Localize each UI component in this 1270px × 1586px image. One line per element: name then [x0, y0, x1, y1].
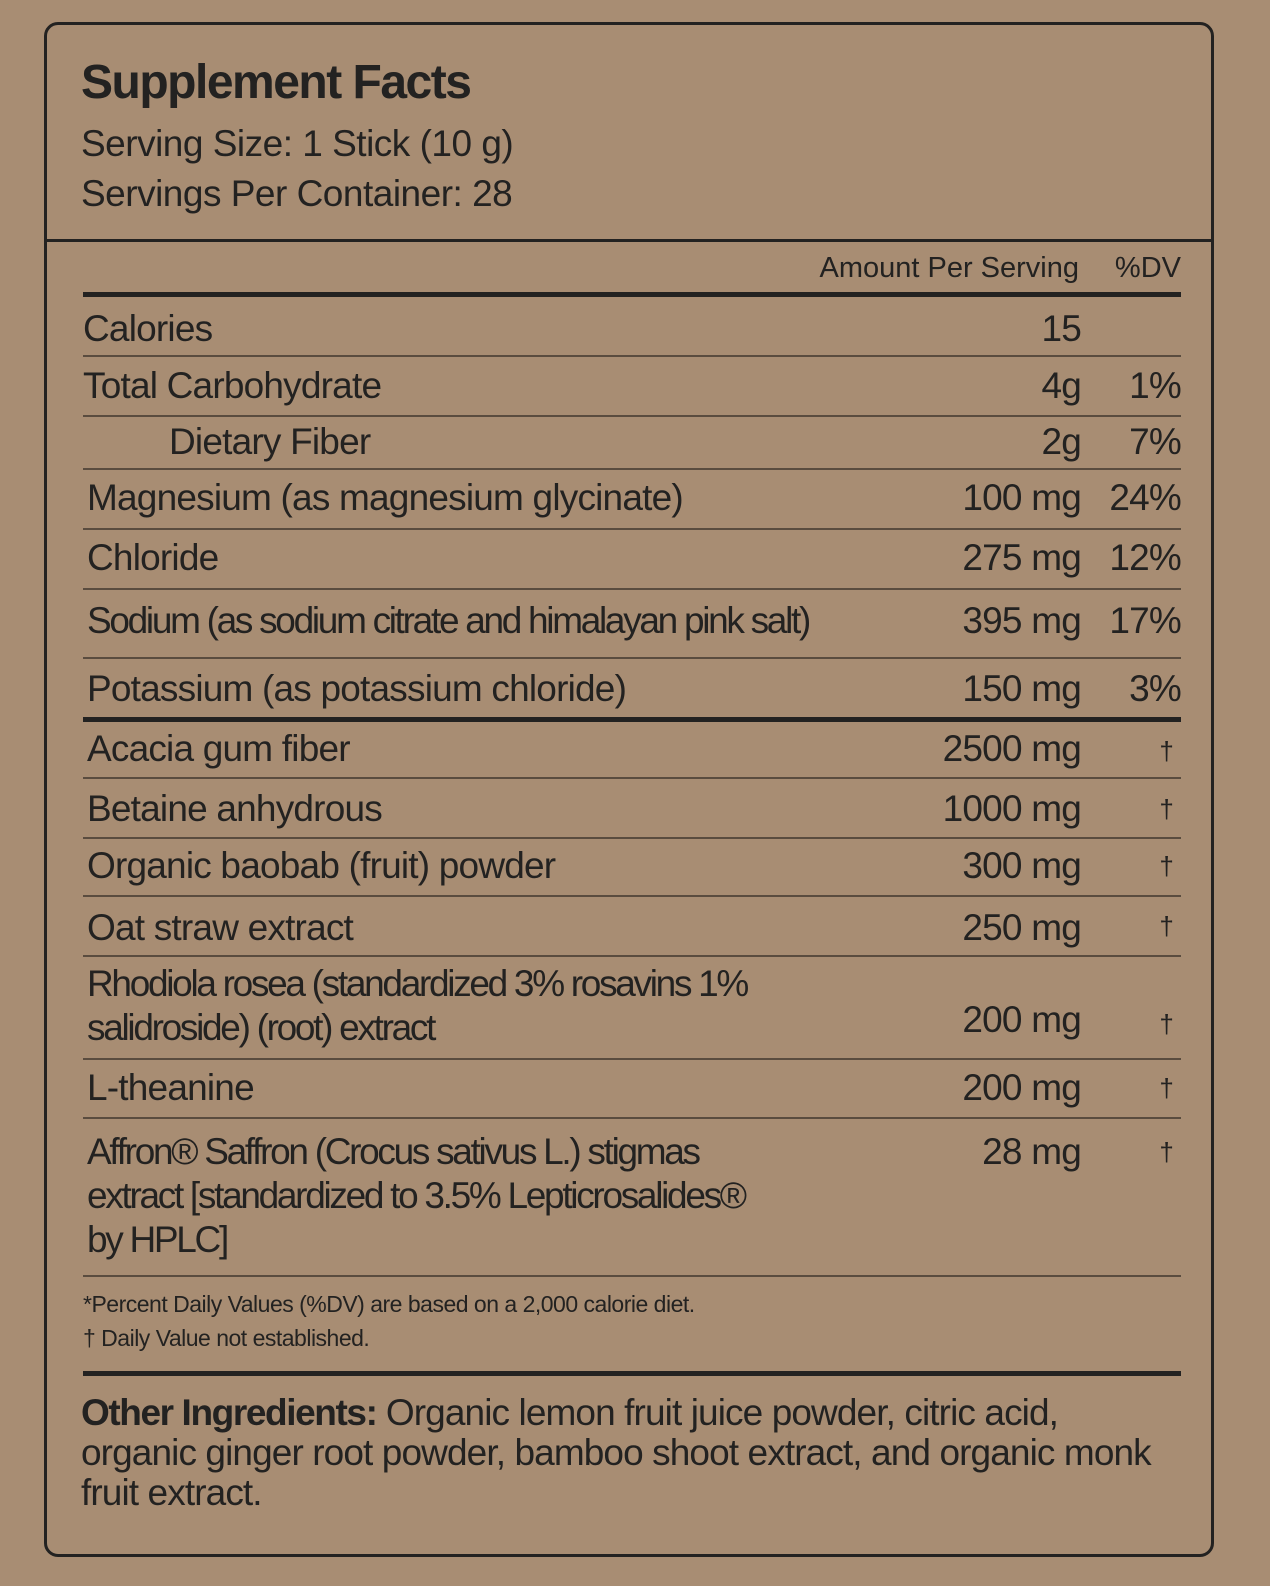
nutrient-name: Chloride	[87, 537, 219, 578]
nutrient-amount: 395 mg	[962, 600, 1081, 641]
ingredient-name-line3: by HPLC]	[87, 1219, 227, 1260]
dagger-mark: †	[1159, 1137, 1173, 1167]
divider	[83, 895, 1181, 897]
nutrient-dv: 7%	[1129, 421, 1181, 462]
ingredient-name-line1: Rhodiola rosea (standardized 3% rosavins 1%	[87, 963, 748, 1004]
divider	[83, 657, 1181, 659]
nutrient-amount: 275 mg	[962, 537, 1081, 578]
ingredient-name: Oat straw extract	[87, 907, 354, 948]
ingredient-name-line2: salidroside) (root) extract	[87, 1007, 435, 1048]
ingredient-name: L-theanine	[87, 1067, 254, 1108]
divider	[83, 955, 1181, 957]
dagger-mark: †	[1159, 794, 1173, 824]
label-title: Supplement Facts	[81, 56, 471, 109]
divider	[83, 355, 1181, 357]
divider	[83, 528, 1181, 530]
ingredient-name-line2: extract [standardized to 3.5% Lepticrosalides®	[87, 1175, 745, 1216]
nutrient-name: Calories	[83, 308, 213, 349]
divider	[83, 1058, 1181, 1060]
ingredient-row	[83, 1131, 1181, 1281]
header-section	[47, 25, 1211, 242]
divider-thick	[83, 717, 1181, 722]
divider	[83, 468, 1181, 470]
other-ingredients-label: Other Ingredients:	[81, 1392, 377, 1433]
nutrient-dv: 24%	[1109, 477, 1181, 518]
divider	[83, 1275, 1181, 1277]
nutrient-dv: 3%	[1129, 668, 1181, 709]
nutrient-dv: 17%	[1109, 600, 1181, 641]
nutrient-amount: 4g	[1041, 365, 1081, 406]
dagger-mark: †	[1159, 1073, 1173, 1103]
nutrient-name: Total Carbohydrate	[83, 365, 382, 406]
ingredient-amount: 250 mg	[962, 907, 1081, 948]
other-ingredients	[81, 1393, 1181, 1513]
ingredient-name: Organic baobab (fruit) powder	[87, 845, 556, 886]
nutrient-amount: 150 mg	[962, 668, 1081, 709]
ingredient-amount: 300 mg	[962, 845, 1081, 886]
nutrient-amount: 2g	[1041, 421, 1081, 462]
ingredient-amount: 28 mg	[982, 1131, 1081, 1172]
ingredient-amount: 1000 mg	[942, 788, 1081, 829]
ingredient-name: Acacia gum fiber	[87, 728, 350, 769]
serving-size: Serving Size: 1 Stick (10 g)	[81, 123, 514, 164]
nutrient-dv: 12%	[1109, 537, 1181, 578]
dagger-mark: †	[1159, 851, 1173, 881]
dv-column-header: %DV	[1114, 252, 1181, 284]
divider	[83, 588, 1181, 590]
divider-thick	[83, 292, 1181, 297]
ingredient-name: Betaine anhydrous	[87, 788, 382, 829]
amount-column-header: Amount Per Serving	[819, 252, 1079, 284]
divider	[83, 415, 1181, 417]
nutrient-name: Magnesium (as magnesium glycinate)	[87, 477, 683, 518]
ingredient-row	[83, 963, 1181, 1063]
supplement-facts-panel	[44, 22, 1214, 1557]
dagger-footnote: † Daily Value not established.	[83, 1325, 370, 1351]
dagger-mark: †	[1159, 1009, 1173, 1039]
ingredient-name-line1: Affron® Saffron (Crocus sativus L.) stigmas	[87, 1131, 699, 1172]
divider	[83, 777, 1181, 779]
nutrient-name: Potassium (as potassium chloride)	[87, 668, 627, 709]
dagger-mark: †	[1159, 736, 1173, 766]
nutrient-name: Dietary Fiber	[169, 421, 371, 462]
other-ingredients-text: Organic lemon fruit juice powder, citric acid, organic ginger root powder, bamboo shoot extract, and organic monk fruit extract.	[81, 1392, 1151, 1513]
nutrient-dv: 1%	[1129, 365, 1181, 406]
divider	[83, 837, 1181, 839]
nutrient-amount: 100 mg	[962, 477, 1081, 518]
divider	[83, 1117, 1181, 1119]
nutrient-amount: 15	[1041, 308, 1081, 349]
nutrient-name: Sodium (as sodium citrate and himalayan pink salt)	[87, 600, 809, 641]
ingredient-amount: 200 mg	[962, 1067, 1081, 1108]
ingredient-amount: 2500 mg	[942, 728, 1081, 769]
ingredient-amount: 200 mg	[962, 999, 1081, 1040]
servings-per-container: Servings Per Container: 28	[81, 173, 513, 214]
dv-footnote: *Percent Daily Values (%DV) are based on a 2,000 calorie diet.	[83, 1291, 695, 1317]
dagger-mark: †	[1159, 911, 1173, 941]
divider-thick	[83, 1371, 1181, 1376]
